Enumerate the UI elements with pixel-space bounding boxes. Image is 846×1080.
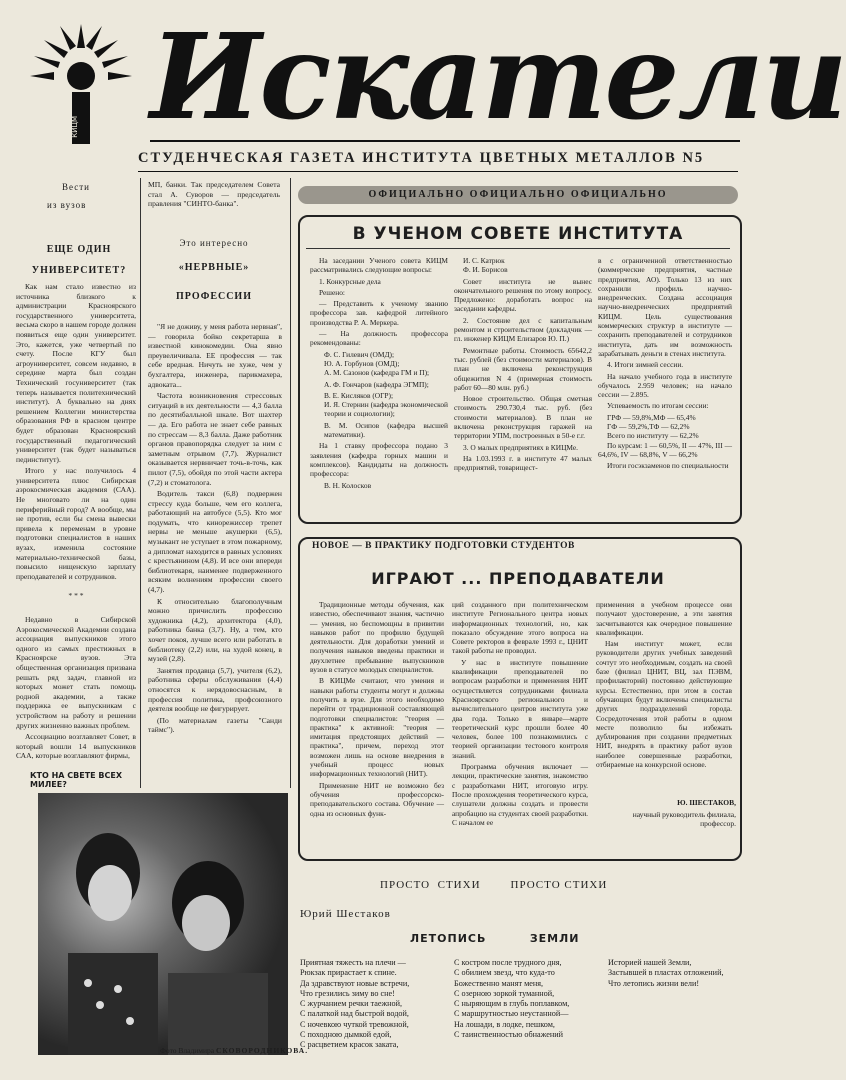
teachers-paragraph: применения в учебном процессе они получают удостоверение, а эти занятия засчитываются как очередное повышение квалификации. [596,600,732,637]
poem-line: С обилием звезд, что куда-то [454,968,555,978]
official-paragraph: На 1 ставку профессора подано 3 заявления (кафедра горных машин и комплексов). Кандидаты на должность профессора: [310,441,448,479]
official-paragraph: 1. Конкурсные дела [319,276,381,286]
photo-credit-label: Фото Владимира [160,1046,215,1055]
official-paragraph: — Представить к ученому званию профессора зав. кафедрой литейного производства Р. А. Меркера. [310,299,448,327]
article-paragraph: Занятия продавца (5,7), учителя (6,2), работника сферы обслуживания (4,4) относятся к нерядовоснасным, в профессия политика, профсоюзного деятеля вообще не фигурирует. [148,665,282,714]
article-heading-line1: ЕЩЕ ОДИН [46,244,112,255]
official-paragraph: Ю. А. Горбунов (ОМД); [324,358,400,368]
poem-line: Что летопись жизни вели! [608,978,700,988]
official-paragraph: И. Я. Стернин (кафедра экономической теории и социологии); [324,400,448,419]
rubric-news-line1: Вести [62,182,90,192]
title-rule [150,140,740,142]
teachers-heading: ИГРАЮТ ... ПРЕПОДАВАТЕЛИ [371,569,665,588]
teachers-paragraph: Программа обучения включает — лекции, практические занятия, знакомство с разработками НИТ, итоговую игру. После прохождения теоретического курса, слушатели должны создать и провести апробацию на студентах своей разработки. С началом ее [452,762,588,827]
official-paragraph: 4. Итоги зимней сессии. [607,360,684,370]
poem-line: Да здравствуют новые встречи, [300,978,410,988]
newspaper-title: Искатели [150,7,846,146]
official-banner: ОФИЦИАЛЬНО ОФИЦИАЛЬНО ОФИЦИАЛЬНО [298,186,738,204]
article-heading-professions [148,262,280,302]
article-heading-university [20,244,138,276]
teachers-paragraph: В КИЦМе считают, что умения и навыки работы студенты могут и должны получить в вузе. Для этого необходимо перейти от традиционной составляющей подготовки специалистов: "теория — практика" к активной: "теория — имитация предстоящих действий — практика", причем, переход этот возможен лишь на основе внедрения в учебный процесс новых информационных технологий (НИТ). [310,676,444,779]
column-divider [140,178,141,788]
newspaper-logo [22,18,140,146]
official-paragraph: Ремонтные работы. Стоимость 65642,2 тыс. рублей (без стоимости материалов). В план не включена реконструкция общежития N 4 (примерная стоимость работ 60—80 млн. руб.) [454,345,592,392]
poem-line: Приятная тяжесть на плечи — [300,958,406,967]
official-paragraph: Ф. С. Гилевич (ОМД); [324,349,395,359]
poem-line: Что грезились зиму во сне! [300,988,395,998]
official-paragraph: ГФ — 59,2%,ТФ — 62,2% [607,422,690,432]
article-paragraph: "Я не доживу, у меня работа нервная", — говорила бойко секретарша в известной кинокомедии. Она явно преувеличивала. ЕЕ профессия — так себе вредная. Ничуть не хуже, чем у бухгалтера, инженера, парикмахера, адвоката... [148,322,282,389]
teachers-rubric: НОВОЕ — В ПРАКТИКУ ПОДГОТОВКИ СТУДЕНТОВ [312,541,575,551]
poem-line: С журчанием речки таежной, [300,999,403,1009]
official-paragraph: — На должность профессора рекомендованы: [310,329,448,348]
article-paragraph: Итого у нас получилось 4 университета плюс Сибирская аэрокосмическая академия (САА). Не многовато ли на один периферийный город? А вообще, мы не против, если бы смена вывески привела к переменам в уровне подготовки специалистов в наших вузах, изменила состояние материально-технической базы, повысило нищенскую зарплату преподавателей и сотрудников. [16,466,136,581]
article-heading-line2: УНИВЕРСИТЕТ? [31,265,127,276]
official-heading: В УЧЕНОМ СОВЕТЕ ИНСТИТУТА [352,224,684,244]
official-paragraph: На начало учебного года в институте обучалось 2.959 человек; на начало сессии — 2.895. [598,371,732,400]
official-paragraph: ГРФ — 59,8%,МФ — 65,4% [607,412,696,422]
official-column-1 [310,256,448,514]
rubric-news-line2: из вузов [47,200,87,210]
official-paragraph: Ф. И. Борисов [463,265,508,275]
official-paragraph: В. М. Осипов (кафедра высшей математики). [324,420,448,440]
poetry-rubric: ПРОСТО СТИХИ ПРОСТО СТИХИ [380,879,608,891]
teachers-paragraph: Применение НИТ не возможно без обучения профессорско-преподавательского состава. Обучение — одна из основных функ- [310,780,444,818]
poem-author: Юрий Шестаков [300,908,391,920]
official-paragraph: Итоги госэкзаменов по специальности [607,461,729,471]
article-paragraph: Ассоциацию возглавляет Совет, в который вошли 14 выпускников САА, которые возглавляют фирмы, [16,732,136,761]
poem-line: Историей нашей Земли, [608,958,692,967]
poem-column-2 [454,958,600,1040]
official-paragraph: В. Е. Кисляков (ОГР); [324,390,394,400]
poem-line: С палаткой над быстрой водой, [300,1009,409,1019]
official-paragraph: Всего по институту — 62,2% [607,431,699,441]
official-paragraph: Успеваемость по итогам сессии: [607,401,709,411]
rubric-news-label [22,182,122,210]
teachers-paragraph: Традиционные методы обучения, как известно, обеспечивают знания, частично — умения, но беспомощны в привитии навыков работ по профилю будущей деятельности. Для доработки умений и получения навыков введены практики и двухлетнее пребывание выпускников вузов в статусе молодых специалистов. [310,600,444,675]
article-heading-line1: «НЕРВНЫЕ» [178,262,250,273]
poem-line: Божественно манят меня, [454,978,544,988]
official-paragraph: По курсам: 1 — 60,5%, II — 47%, III — 64,6%, IV — 68,8%, V — 66,2% [598,440,732,459]
poem-line: С расцветием красок заката, [300,1040,399,1050]
poem-title: ЛЕТОПИСЬ ЗЕМЛИ [410,932,580,945]
article-paragraph: Водитель такси (6,8) подвержен стрессу куда больше, чем его коллега, работающий на автобусе (5,5). Кто мог подумать, что кинорежиссер трепет нервы не меньше акушерки (6,5), музыкант не уступает в этом пожарному, а дипломат находится в равных условиях с крестьянином (4,8). И все они впереди библиотекаря, наименее подверженного всяким волнениям профессии своего (4,7). [148,489,282,595]
article-university-text [16,282,136,782]
article-paragraph: К относительно благополучным можно причислить профессию художника (4,2), архитектора (4,0), работника банка (3,7). Ну, а тем, кто хочет покоя, лучше всего или работать в библиотеку (2,2) или, на худой конец, в музей (2,8). [148,596,282,664]
poem-line: С походною дымкой едой, [300,1030,392,1040]
poem-column-1 [300,958,448,1051]
teachers-paragraph: ций созданного при политехническом институте Регионального центра новых информационных технологий, но, как показало обсуждение этого вопроса на Совете ректоров в феврале 1993 г., ЦНИТ такой работы не проводил. [452,600,588,656]
official-paragraph: На 1.03.1993 г. в институте 47 малых предприятий, товарищест- [454,453,592,473]
students-photo [38,793,288,1055]
article-professions-text [148,322,282,788]
teachers-column-1 [310,600,444,846]
photo-credit-name: СКОВОРОДНИКОВА. [216,1046,309,1055]
poem-line: На лошади, в лодке, пешком, [454,1019,555,1029]
article-paragraph: Частота возникновения стрессовых ситуаций в их деятельности — 4,3 балла по десятибалльной шкале. Вот шахтер — да. Его работа не знает себе равных по стрессам — 8,3 балла. Даже работник органов правопорядка следует за ним с заметным отрывом (7,7). Журналист оказывается нервничает точь-в-точь, как пилот (7,5), обойдя по этой части актера (7,2) и стоматолога. [148,391,282,487]
official-heading-rule [306,248,730,249]
subtitle-rule [138,171,738,172]
middle-top-text [148,180,280,211]
poem-line: С ныряющим в глубь поплавком, [454,999,570,1009]
official-paragraph: 2. Состояние дел с капитальным ремонтом и строительством (докладчик — гл. инженер КИЦМ Елизаров Ю. П.) [454,315,592,344]
rubric-interesting: Это интересно [179,238,249,248]
article-heading-line2: ПРОФЕССИИ [176,291,252,302]
poem-line: С озерною зоркой туманной, [454,988,555,998]
poem-line: С ночевкою чуткой тревожной, [300,1019,409,1029]
poem-line: Рюкзак прирастает к спине. [300,968,397,978]
official-paragraph: В. Н. Колосков [324,480,372,490]
official-paragraph: И. С. Катрюк [463,256,505,265]
official-paragraph: 3. О малых предприятиях в КИЦМе. [463,442,579,452]
official-paragraph: А. М. Сазонов (кафедра ГМ и П); [324,368,430,378]
teachers-column-2 [452,600,588,846]
official-paragraph: Решено: [319,287,345,297]
poem-column-3 [608,958,740,989]
official-paragraph: в с ограниченной ответственностью (коммерческие предприятия, частные предприятия, АО). Только 13 из них сохранили профиль научно-внедренческих. Создана ассоциация научно-внедренческих предприятий КИЦМ. Цель существования коммерческих структур в институте — сохранить преподавателей и сотрудников института, дать им возможность зарабатывать деньги в стенах института. [598,256,732,358]
official-paragraph: Новое строительство. Общая сметная стоимость 290.730,4 тыс. руб. (без стоимости материалов). В план не включена реконструкция гаражей на территории УПМ, построенных в 50-е г.г. [454,394,592,441]
official-column-3 [598,256,732,514]
column-divider [290,178,291,788]
teachers-column-3 [596,600,732,780]
article-paragraph: Недавно в Сибирской Аэрокосмической Академии создана ассоциация выпускников этого одного из самых престижных в Красноярске вузов. Эта общественная организация призвана решать ряд задач, главной из которых может стать помощь родной академии, а также поддержка ее выпускникам с устройством на работу и решении других жизненно важных проблем. [16,615,136,730]
section-separator: * * * [68,591,84,601]
teachers-paragraph: У нас в институте повышение квалификации преподавателей по вопросам разработки и применения НИТ осуществляется сотрудниками филиала Красноярского регионального и вычислительного центров института уже два года. Только в январе—марте теоретический курс прошли более 40 человек, более 100 познакомились с теорией организации тестового контроля знаний. [452,657,588,760]
logo-text: КИЦМ [71,116,79,138]
article-paragraph: МП, банки. Так председателем Совета стал А. Суворов — председатель правления "СИНТО-банка". [148,180,280,209]
official-paragraph: Совет института не вынес окончательного решения по этому вопросу. Предложено: доработать вопрос на заседании кафедры. [454,276,592,314]
poem-line: С таинственностью обнажений [454,1030,564,1040]
photo-credit [160,1046,320,1055]
teachers-signature: Ю. ШЕСТАКОВ, [677,798,736,807]
official-column-2 [454,256,592,514]
article-paragraph: Как нам стало известно из источника близкого к администрации Красноярского государственного университета, весьма скоро в нашем городе должен появиться еще один университет. Это, кажется, уже четвертый по счету. После КГУ был агроуниверситет, совсем недавно, в середине марта был создан Технический госуниверситет (так теперь называется политехнический институт). А буквально на днях решением Коллегии министерства образования РФ в красном центре будет образован Красноярский государственный педагогический университет (так будет называться пединститут). [16,282,136,464]
photo-question-caption: КТО НА СВЕТЕ ВСЕХ МИЛЕЕ? [30,771,122,789]
teachers-paragraph: Нам институт может, если руководители других учебных заведений сочтут это необходимым, создать на своей базе (филиал ЦНИТ, ВЦ, зал ПЭВМ, профилакторий) постоянно действующие курсы. Естественно, при этом в состав обучающих будут включены специалисты других подразделений города. Сосредоточения этой работы в одном месте позволило бы избежать дублирования при создании предметных НИТ, внедрять в практику работ вузов наиболее совершенные разработки, отбираемые на конкурсной основе. [596,639,732,770]
official-paragraph: На заседании Ученого совета КИЦМ рассматривались следующие вопросы: [310,256,448,275]
poem-line: Застывшей в пластах отложений, [608,968,724,978]
poem-line: С маршрутностью неустанной— [454,1009,569,1019]
official-paragraph: А. Ф. Гончаров (кафедра ЭГМП); [324,379,429,389]
article-source: (По материалам газеты "Санди таймс"). [148,715,282,735]
newspaper-subtitle: СТУДЕНЧЕСКАЯ ГАЗЕТА ИНСТИТУТА ЦВЕТНЫХ МЕТАЛЛОВ N5 [138,150,705,166]
teachers-signature-role: научный руководитель филиала, профессор. [632,810,736,828]
poem-line: С костром после трудного дня, [454,958,562,967]
